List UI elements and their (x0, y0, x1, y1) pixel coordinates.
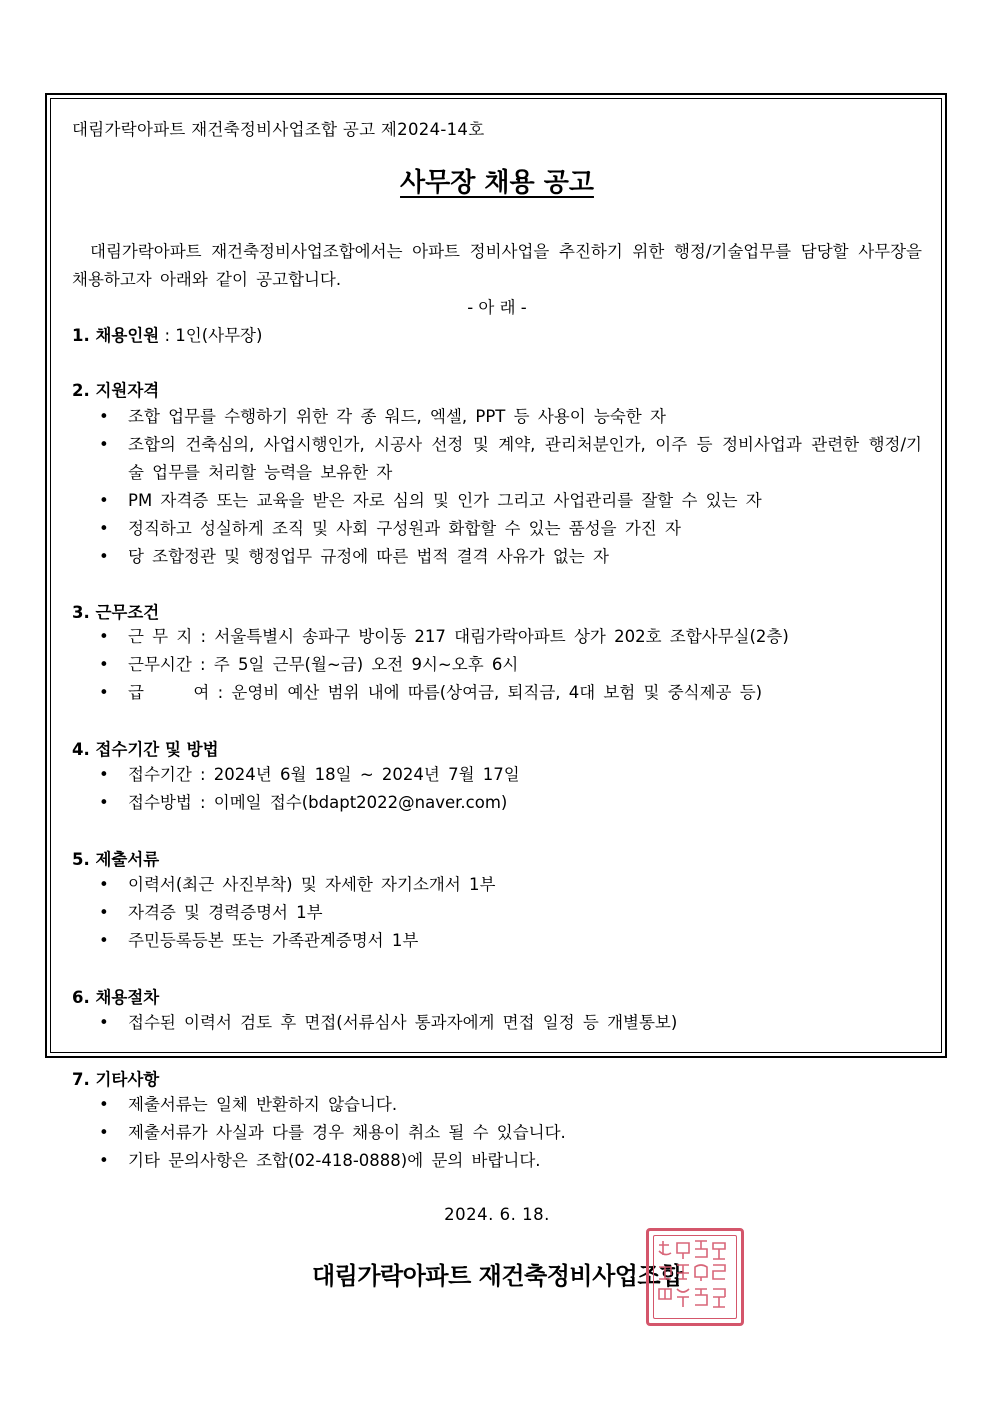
section-3-list (96, 623, 922, 707)
list-item: • 근 무 지 : 서울특별시 송파구 방이동 217 대림가락아파트 상가 202호 조합사무실(2층) (96, 623, 922, 651)
section-1-value: : 1인(사무장) (159, 326, 263, 345)
section-3-heading: 3. 근무조건 (72, 603, 160, 622)
arae-divider: - 아 래 - (467, 298, 527, 317)
list-item: • 제출서류가 사실과 다를 경우 채용이 취소 될 수 있습니다. (96, 1119, 922, 1147)
list-item: • 조합의 건축심의, 사업시행인가, 시공사 선정 및 계약, 관리처분인가, 이주 등 정비사업과 관련한 행정/기술 업무를 처리할 능력을 보유한 자 (96, 431, 922, 487)
section-1-heading (72, 322, 262, 346)
section-5-list (96, 871, 922, 955)
list-item: • 자격증 및 경력증명서 1부 (96, 899, 922, 927)
section-6-list (96, 1009, 922, 1037)
list-item: • 기타 문의사항은 조합(02-418-0888)에 문의 바랍니다. (96, 1147, 922, 1175)
list-item: • 정직하고 성실하게 조직 및 사회 구성원과 화합할 수 있는 품성을 가진 자 (96, 515, 922, 543)
list-item: • 접수된 이력서 검토 후 면접(서류심사 통과자에게 면접 일정 등 개별통보) (96, 1009, 922, 1037)
list-item: • 제출서류는 일체 반환하지 않습니다. (96, 1091, 922, 1119)
section-6-heading: 6. 채용절차 (72, 988, 160, 1007)
list-item: • 주민등록등본 또는 가족관계증명서 1부 (96, 927, 922, 955)
intro-paragraph: 대림가락아파트 재건축정비사업조합에서는 아파트 정비사업을 추진하기 위한 행정/기술업무를 담당할 사무장을 채용하고자 아래와 같이 공고합니다. (72, 242, 922, 289)
list-item: • 접수기간 : 2024년 6월 18일 ~ 2024년 7월 17일 (96, 761, 922, 789)
section-2-heading: 2. 지원자격 (72, 381, 160, 400)
list-item: • 접수방법 : 이메일 접수(bdapt2022@naver.com) (96, 789, 922, 817)
section-7-list (96, 1091, 922, 1175)
page-title (72, 162, 922, 199)
section-4-list (96, 761, 922, 817)
list-item: • 당 조합정관 및 행정업무 규정에 따른 법적 결격 사유가 없는 자 (96, 543, 922, 571)
section-7-heading: 7. 기타사항 (72, 1070, 160, 1089)
section-4-heading: 4. 접수기간 및 방법 (72, 740, 219, 759)
section-2-list (96, 403, 922, 571)
seal-glyphs-icon (649, 1231, 741, 1323)
section-1-title: 1. 채용인원 (72, 326, 160, 345)
list-item: • 이력서(최근 사진부착) 및 자세한 자기소개서 1부 (96, 871, 922, 899)
list-item: • PM 자격증 또는 교육을 받은 자로 심의 및 인가 그리고 사업관리를 잘할 수 있는 자 (96, 487, 922, 515)
page-title-text: 사무장 채용 공고 (400, 168, 594, 198)
list-item: • 급 여 : 운영비 예산 범위 내에 따름(상여금, 퇴직금, 4대 보험 및 중식제공 등) (96, 679, 922, 707)
notice-date: 2024. 6. 18. (444, 1205, 550, 1224)
organization-name: 대림가락아파트 재건축정비사업조합 (312, 1262, 683, 1290)
list-item: • 근무시간 : 주 5일 근무(월~금) 오전 9시~오후 6시 (96, 651, 922, 679)
notice-number: 대림가락아파트 재건축정비사업조합 공고 제2024-14호 (72, 120, 485, 139)
section-5-heading: 5. 제출서류 (72, 850, 160, 869)
list-item: • 조합 업무를 수행하기 위한 각 종 워드, 엑셀, PPT 등 사용이 능숙한 자 (96, 403, 922, 431)
official-seal-stamp (646, 1228, 744, 1326)
